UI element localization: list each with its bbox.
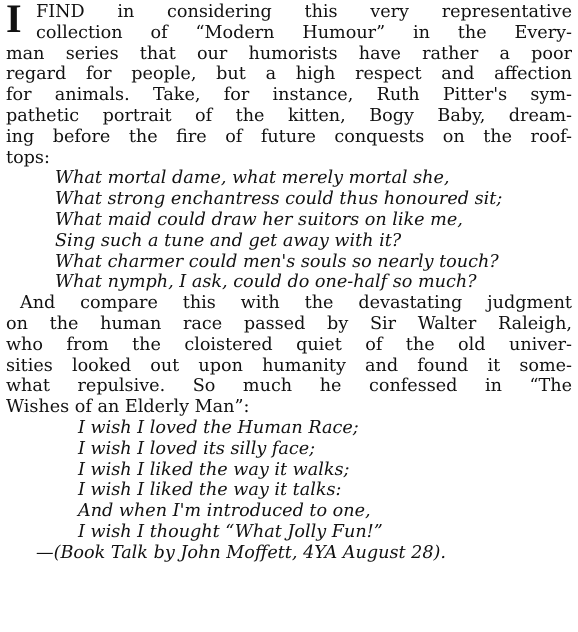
text-line: tops: <box>6 147 50 168</box>
poem-2 <box>6 418 572 543</box>
text-line: ing before the fire of future conquests on the roof- <box>6 126 572 147</box>
text-line: sities looked out upon humanity and found it some- <box>6 355 572 376</box>
text-line: collection of “Modern Humour” in the Every- <box>36 22 572 43</box>
attribution: —(Book Talk by John Moffett, 4YA August 28). <box>36 542 446 563</box>
text-line: what repulsive. So much he confessed in “The <box>6 376 572 397</box>
verse-line: What strong enchantress could thus honoured sit; <box>55 189 503 210</box>
verse-line: And when I'm introduced to one, <box>78 501 371 522</box>
paragraph-2 <box>6 293 572 418</box>
text-line: on the human race passed by Sir Walter Raleigh, <box>6 313 572 334</box>
text-line: Wishes of an Elderly Man”: <box>6 397 250 418</box>
verse-line: What nymph, I ask, could do one-half so much? <box>55 272 477 293</box>
drop-cap: I <box>6 0 22 41</box>
verse-line: What maid could draw her suitors on like me, <box>55 209 463 230</box>
text-line: who from the cloistered quiet of the old univer- <box>6 334 572 355</box>
verse-line: What charmer could men's souls so nearly touch? <box>55 251 499 272</box>
text-line: And compare this with the devastating judgment <box>20 293 572 314</box>
text-line: for animals. Take, for instance, Ruth Pitter's sym- <box>6 85 572 106</box>
article-column <box>6 2 572 564</box>
verse-line: I wish I thought “What Jolly Fun!” <box>78 521 383 542</box>
paragraph-1 <box>6 2 572 168</box>
verse-line: I wish I loved the Human Race; <box>78 417 359 438</box>
verse-line: I wish I liked the way it talks: <box>78 480 342 501</box>
text-line: FIND in considering this very representative <box>36 2 572 22</box>
verse-line: Sing such a tune and get away with it? <box>55 230 402 251</box>
text-line: man series that our humorists have rather a poor <box>6 43 572 64</box>
verse-line: I wish I loved its silly face; <box>78 438 316 459</box>
text-line: pathetic portrait of the kitten, Bogy Baby, dream- <box>6 105 572 126</box>
verse-line: What mortal dame, what merely mortal she, <box>55 168 450 189</box>
verse-line: I wish I liked the way it walks; <box>78 459 350 480</box>
text-line: regard for people, but a high respect and affection <box>6 64 572 85</box>
poem-1 <box>6 168 572 293</box>
